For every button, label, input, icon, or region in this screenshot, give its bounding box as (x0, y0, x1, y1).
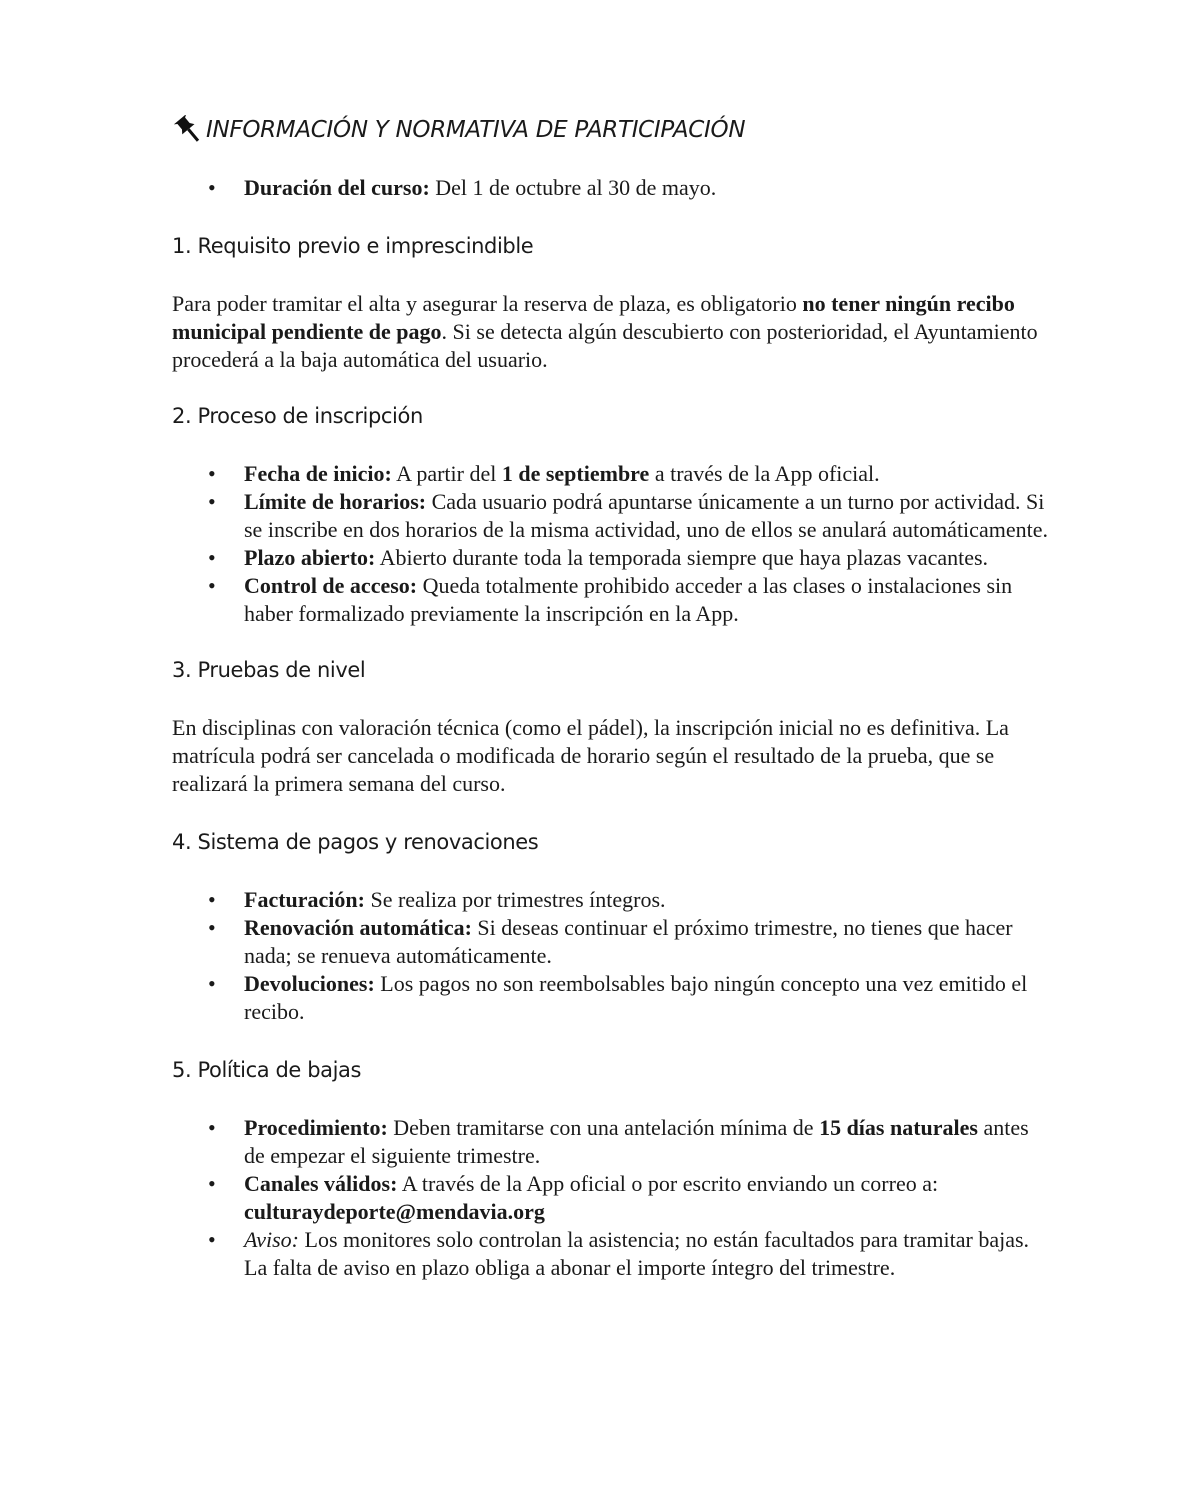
paragraph-text: Para poder tramitar el alta y asegurar la reserva de plaza, es obligatorio (172, 291, 803, 316)
list-item (244, 1226, 1052, 1282)
item-label-italic: Aviso: (244, 1227, 299, 1252)
section-4-list (172, 886, 1052, 1026)
item-label: Duración del curso: (244, 175, 430, 200)
section-title-2: 2. Proceso de inscripción (172, 404, 423, 428)
item-label: Facturación: (244, 887, 365, 912)
item-text: a través de la App oficial. (649, 461, 880, 486)
item-label: Límite de horarios: (244, 489, 427, 514)
item-text: Los pagos no son reembolsables bajo ningún concepto una vez emitido el recibo. (244, 971, 1028, 1024)
item-text: Abierto durante toda la temporada siempre que haya plazas vacantes. (375, 545, 989, 570)
paragraph-bold: no tener ningún recibo municipal pendiente de pago (172, 291, 1015, 344)
section-title-5: 5. Política de bajas (172, 1058, 362, 1082)
item-text: Cada usuario podrá apuntarse únicamente a un turno por actividad. Si se inscribe en dos horarios de la misma actividad, uno de ellos se anulará automáticamente. (244, 489, 1048, 542)
list-item (244, 1170, 1052, 1226)
item-label: Devoluciones: (244, 971, 375, 996)
item-text: Deben tramitarse con una antelación mínima de (387, 1115, 820, 1140)
item-label: Control de acceso: (244, 573, 418, 598)
list-item (244, 970, 1052, 1026)
item-bold: 1 de septiembre (501, 461, 650, 486)
paragraph-text: . Si se detecta algún descubierto con posterioridad, el Ayuntamiento procederá a la baja automática del usuario. (172, 319, 1038, 372)
item-text: Se realiza por trimestres íntegros. (364, 887, 666, 912)
document-page (172, 110, 1052, 1282)
item-label: Fecha de inicio: (244, 461, 392, 486)
section-2-list (172, 460, 1052, 628)
title-text: INFORMACIÓN Y NORMATIVA DE PARTICIPACIÓN (206, 117, 746, 143)
list-item (244, 914, 1052, 970)
item-label: Procedimiento: (244, 1115, 388, 1140)
section-title-1: 1. Requisito previo e imprescindible (172, 234, 534, 258)
item-bold: 15 días naturales (819, 1115, 978, 1140)
item-text: Del 1 de octubre al 30 de mayo. (429, 175, 717, 200)
item-text: Si deseas continuar el próximo trimestre, no tienes que hacer nada; se renueva automáticamente. (244, 915, 1013, 968)
list-item (244, 1114, 1052, 1170)
section-5-list (172, 1114, 1052, 1282)
list-item (244, 886, 1052, 914)
item-label: Canales válidos: (244, 1171, 398, 1196)
item-text: antes de empezar el siguiente trimestre. (244, 1115, 1029, 1168)
item-label: Plazo abierto: (244, 545, 376, 570)
section-title-3: 3. Pruebas de nivel (172, 658, 366, 682)
list-item (244, 460, 1052, 488)
section-title-4: 4. Sistema de pagos y renovaciones (172, 830, 539, 854)
list-item (244, 544, 1052, 572)
list-item (244, 488, 1052, 544)
duration-item (244, 174, 1052, 202)
item-text: Los monitores solo controlan la asistencia; no están facultados para tramitar bajas. La falta de aviso en plazo obliga a abonar el importe íntegro del trimestre. (244, 1227, 1030, 1280)
pushpin-icon (172, 115, 206, 145)
item-text: A partir del (391, 461, 502, 486)
list-item (244, 572, 1052, 628)
duration-list (172, 174, 1052, 202)
page-title (172, 110, 1052, 150)
item-text: A través de la App oficial o por escrito enviando un correo a: (397, 1171, 939, 1196)
section-3-paragraph: En disciplinas con valoración técnica (como el pádel), la inscripción inicial no es definitiva. La matrícula podrá ser cancelada o modificada de horario según el resultado de la prueba, que se realizará la primera semana del curso. (172, 715, 1009, 796)
section-1-paragraph (172, 290, 1052, 374)
item-text: Queda totalmente prohibido acceder a las clases o instalaciones sin haber formalizado previamente la inscripción en la App. (244, 573, 1013, 626)
item-label: Renovación automática: (244, 915, 472, 940)
email-address: culturaydeporte@mendavia.org (244, 1199, 545, 1224)
